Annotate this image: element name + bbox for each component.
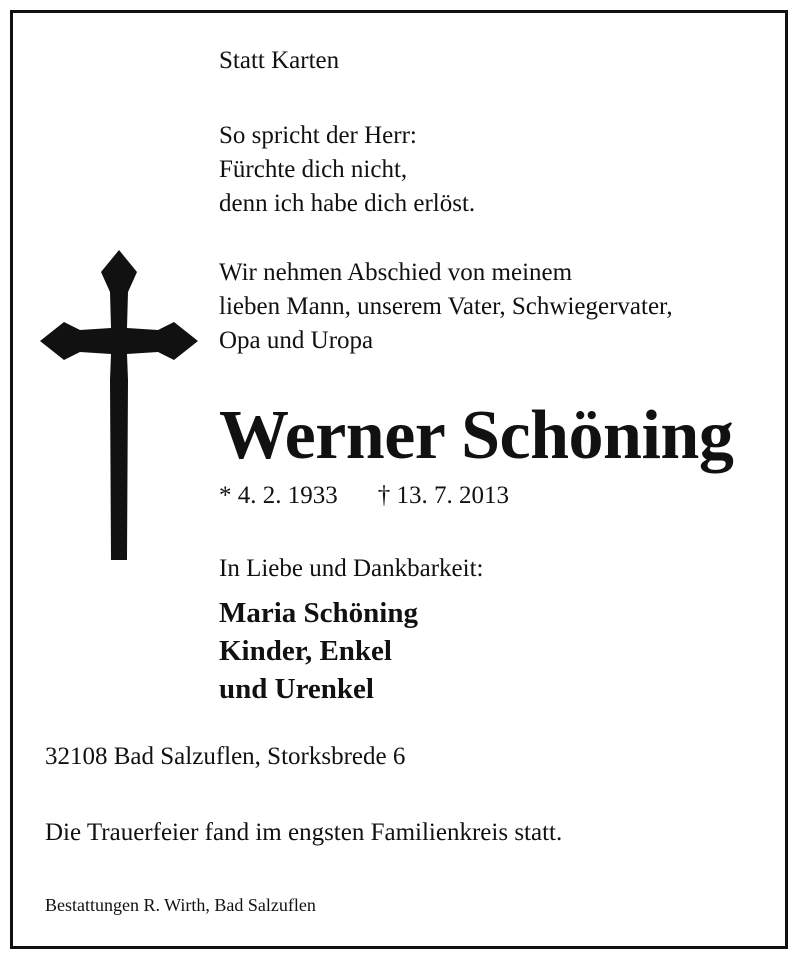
verse-line: denn ich habe dich erlöst. <box>219 190 476 217</box>
farewell-intro <box>219 256 673 358</box>
verse-line: So spricht der Herr: <box>219 122 417 149</box>
cross-icon <box>40 250 198 560</box>
undertaker-credit: Bestattungen R. Wirth, Bad Salzuflen <box>45 895 316 915</box>
life-dates <box>219 479 509 513</box>
intro-line: lieben Mann, unserem Vater, Schwiegervater, <box>219 293 673 320</box>
mourner-line: und Urenkel <box>219 673 374 705</box>
deceased-name: Werner Schöning <box>219 397 734 474</box>
gratitude-line: In Liebe und Dankbarkeit: <box>219 555 484 582</box>
birth-date: * 4. 2. 1933 <box>219 482 338 509</box>
funeral-note: Die Trauerfeier fand im engsten Familienkreis statt. <box>45 819 563 846</box>
header-statt-karten: Statt Karten <box>219 47 340 74</box>
verse-line: Fürchte dich nicht, <box>219 156 408 183</box>
intro-line: Opa und Uropa <box>219 327 374 354</box>
mourners-list <box>219 594 418 708</box>
mourner-line: Kinder, Enkel <box>219 635 392 667</box>
bible-verse <box>219 119 475 221</box>
intro-line: Wir nehmen Abschied von meinem <box>219 259 573 286</box>
mourner-line: Maria Schöning <box>219 597 418 629</box>
family-address: 32108 Bad Salzuflen, Storksbrede 6 <box>45 743 406 770</box>
death-date: † 13. 7. 2013 <box>377 482 509 509</box>
